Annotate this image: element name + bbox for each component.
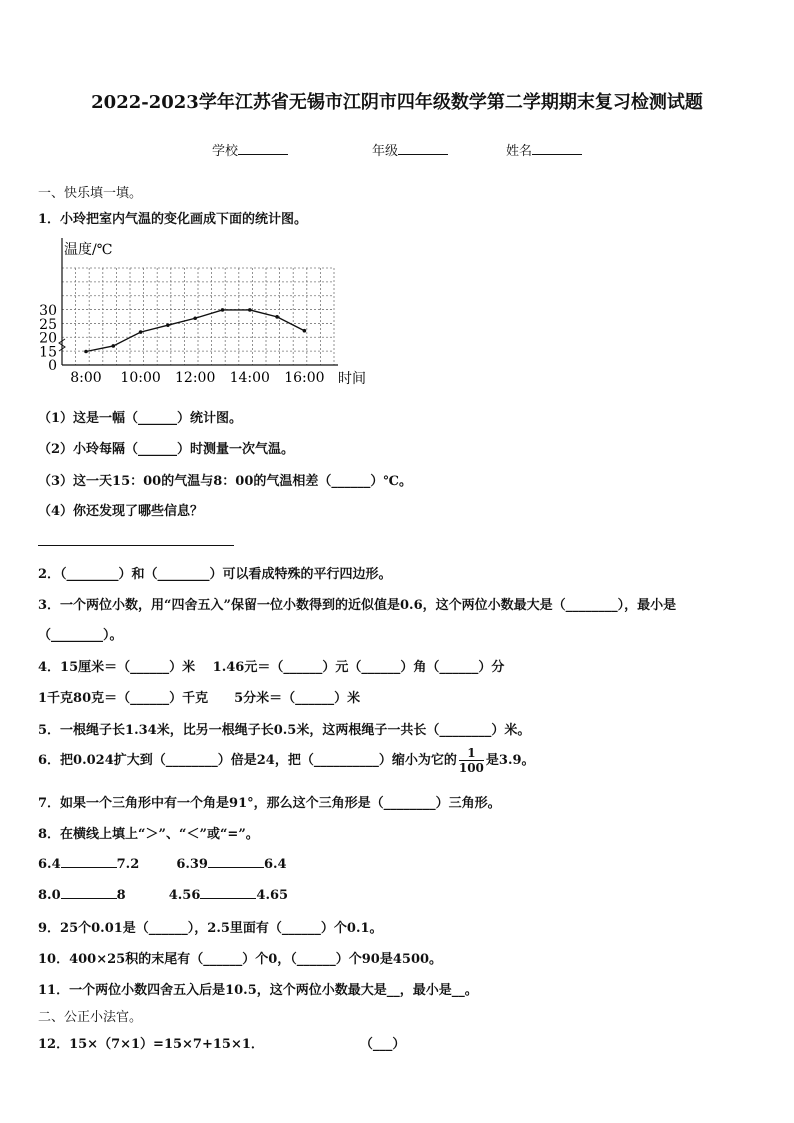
compare-row-1 [38,855,287,872]
compare-value: 6.4 [263,857,287,872]
question-9: 9．25个0.01是（______），2.5里面有（______）个0.1。 [38,921,383,936]
question-1-part-2: （2）小玲每隔（______）时测量一次气温。 [38,442,295,457]
question-3-line-2: （________）。 [38,628,123,643]
data-point [112,344,116,348]
y-tick-label: 0 [48,358,57,374]
x-tick-label: 14:00 [229,370,270,386]
compare-value: 8 [116,888,126,903]
question-4-line-1: 4．15厘米＝（______）米 1.46元＝（______）元（______）角（______）分 [38,660,505,675]
question-1-part-1: （1）这是一幅（______）统计图。 [38,411,243,426]
x-axis-label: 时间 [338,371,366,387]
compare-value: 6.4 [38,857,61,872]
question-4-line-2: 1千克80克＝（______）千克 5分米＝（______）米 [38,691,361,706]
compare-blank[interactable] [61,855,117,868]
answer-parentheses[interactable]: （___） [359,1037,406,1052]
fraction-denominator: 100 [458,761,484,775]
compare-blank[interactable] [61,886,117,899]
grade-label: 年级 [372,144,399,159]
school-label: 学校 [212,144,239,159]
name-label: 姓名 [506,144,533,159]
temperature-line [86,310,304,352]
question-12 [38,1033,405,1052]
y-tick-label: 25 [39,316,57,333]
fraction [459,746,484,775]
y-tick-label: 30 [39,302,57,319]
data-point [84,350,88,354]
data-point [248,308,252,312]
chart-series [84,308,306,353]
question-6-after: 是3.9。 [485,753,535,768]
compare-row-2 [38,886,288,903]
compare-value: 7.2 [116,857,140,872]
compare-value: 4.56 [168,888,201,903]
compare-value: 8.0 [38,888,61,903]
question-3-line-1: 3．一个两位小数，用“四舍五入”保留一位小数得到的近似值是0.6，这个两位小数最大是（________），最小是 [38,598,677,613]
chart-grid [62,268,334,365]
x-tick-label: 10:00 [120,370,161,386]
question-1: 1．小玲把室内气温的变化画成下面的统计图。 [38,212,308,227]
question-7: 7．如果一个三角形中有一个角是91°，那么这个三角形是（________）三角形。 [38,796,501,811]
section-1-heading: 一、快乐填一填。 [38,186,143,201]
school-field [212,140,288,159]
question-1-part-3: （3）这一天15：00的气温与8：00的气温相差（______）℃。 [38,474,412,489]
section-2-heading: 二、公正小法官。 [38,1010,143,1025]
name-field [506,140,582,159]
y-tick-label: 15 [39,344,57,361]
grade-field [372,140,448,159]
compare-value: 4.65 [256,888,289,903]
x-tick-label: 8:00 [70,370,102,386]
question-12-text: 12．15×（7×1）=15×7+15×1． [38,1037,264,1052]
answer-line[interactable] [38,545,234,546]
question-8: 8．在横线上填上“＞”、“＜”或“=”。 [38,827,259,842]
question-10: 10．400×25积的末尾有（______）个0，（______）个90是4500。 [38,952,443,967]
data-point [221,308,225,312]
page-title: 2022-2023学年江苏省无锡市江阴市四年级数学第二学期期末复习检测试题 [91,92,703,113]
question-11: 11．一个两位小数四舍五入后是10.5，这个两位小数最大是__，最小是__。 [38,983,478,998]
name-blank[interactable] [532,142,582,155]
question-6-before: 6．把0.024扩大到（________）倍是24，把（__________）缩小为它的 [38,753,457,768]
data-point [139,330,143,334]
data-point [166,323,170,327]
question-5: 5．一根绳子长1.34米，比另一根绳子长0.5米，这两根绳子一共长（________）米。 [38,723,531,738]
data-point [303,329,307,333]
y-tick-label: 20 [39,330,57,347]
x-tick-label: 16:00 [284,370,325,386]
data-point [275,315,279,319]
grade-blank[interactable] [398,142,448,155]
question-2: 2．（________）和（________）可以看成特殊的平行四边形。 [38,567,392,582]
axis-break [59,339,65,351]
fraction-numerator: 1 [459,746,484,761]
data-point [193,316,197,320]
compare-blank[interactable] [200,886,256,899]
compare-value: 6.39 [176,857,208,872]
x-tick-label: 12:00 [175,370,216,386]
question-6 [38,746,535,776]
temperature-line-chart [34,234,384,394]
y-axis-label: 温度/℃ [64,242,113,258]
school-blank[interactable] [238,142,288,155]
compare-blank[interactable] [208,855,264,868]
question-1-part-4: （4）你还发现了哪些信息？ [38,504,204,519]
